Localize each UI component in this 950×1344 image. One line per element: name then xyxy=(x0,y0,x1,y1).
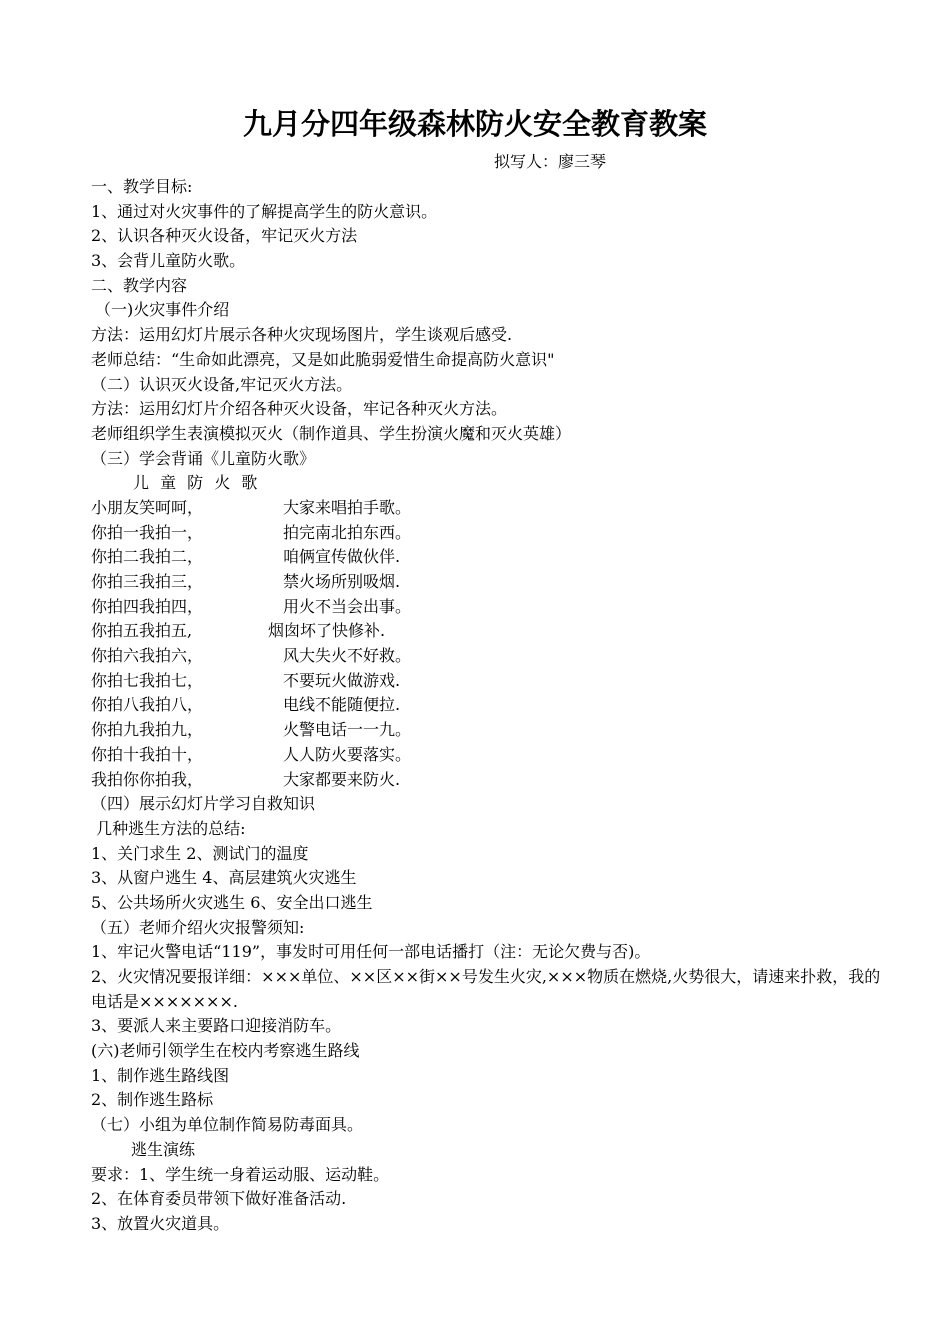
verse-first-half: 你拍七我拍七， xyxy=(91,670,204,690)
verse-first-half: 小朋友笑呵呵， xyxy=(91,497,204,517)
verse-second-half: 火警电话一一九。 xyxy=(283,720,412,740)
verse-first-half: 你拍五我拍五, xyxy=(91,621,193,641)
text-line: （五）老师介绍火灾报警须知: xyxy=(91,917,305,937)
text-line: 要求：1、学生统一身着运动服、运动鞋。 xyxy=(91,1164,390,1184)
song-verse xyxy=(91,669,881,694)
drill-title: 逃生演练 xyxy=(131,1139,196,1159)
text-line: 1、制作逃生路线图 xyxy=(91,1065,230,1085)
text-line: 老师总结：“生命如此漂亮，又是如此脆弱爱惜生命提高防火意识" xyxy=(91,349,555,369)
text-line: 2、认识各种灭火设备，牢记灭火方法 xyxy=(91,226,358,246)
text-line: （三）学会背诵《儿童防火歌》 xyxy=(91,448,316,468)
song-verse xyxy=(91,545,881,570)
text-line: (六)老师引领学生在校内考察逃生路线 xyxy=(91,1041,360,1061)
verse-first-half: 你拍一我拍一， xyxy=(91,522,204,542)
text-line: 5、公共场所火灾逃生 6、安全出口逃生 xyxy=(91,892,373,912)
song-verse xyxy=(91,619,881,644)
verse-second-half: 禁火场所别吸烟. xyxy=(283,572,401,591)
verse-second-half: 电线不能随便拉. xyxy=(283,695,401,715)
song-verse xyxy=(91,718,881,743)
verse-first-half: 我拍你你拍我， xyxy=(91,769,204,789)
verse-second-half: 烟囱坏了快修补. xyxy=(268,621,386,641)
verse-first-half: 你拍十我拍十， xyxy=(91,744,204,764)
song-verse xyxy=(91,743,881,768)
document-body xyxy=(91,175,881,1237)
song-verse xyxy=(91,693,881,718)
text-paragraph: 2、火灾情况要报详细：×××单位、××区××街××号发生火灾,×××物质在燃烧,火势很大，请速来扑救，我的电话是×××××××. xyxy=(91,967,881,1011)
song-title: 儿 童 防 火 歌 xyxy=(133,473,261,493)
verse-first-half: 你拍九我拍九， xyxy=(91,720,204,740)
song-verse xyxy=(91,644,881,669)
verse-second-half: 用火不当会出事。 xyxy=(283,596,412,616)
verse-first-half: 你拍八我拍八， xyxy=(91,695,204,715)
verse-second-half: 大家来唱拍手歌。 xyxy=(283,497,412,517)
verse-second-half: 风大失火不好救。 xyxy=(283,646,412,666)
text-line: （一)火灾事件介绍 xyxy=(95,300,230,320)
author-line: 拟写人：廖三琴 xyxy=(494,152,607,171)
verse-second-half: 拍完南北拍东西。 xyxy=(283,522,412,542)
song-verse xyxy=(91,496,881,521)
text-line: 1、关门求生 2、测试门的温度 xyxy=(91,843,309,863)
text-line: 3、从窗户逃生 4、高层建筑火灾逃生 xyxy=(91,868,357,888)
song-verse xyxy=(91,521,881,546)
text-line: 老师组织学生表演模拟灭火（制作道具、学生扮演火魔和灭火英雄） xyxy=(91,423,572,443)
document-title: 九月分四年级森林防火安全教育教案 xyxy=(242,107,707,141)
text-line: 3、要派人来主要路口迎接消防车。 xyxy=(91,1016,342,1036)
text-line: 3、会背儿童防火歌。 xyxy=(91,251,246,271)
song-verse xyxy=(91,595,881,620)
text-line: （二）认识灭火设备,牢记灭火方法。 xyxy=(91,374,353,394)
verse-first-half: 你拍三我拍三， xyxy=(91,572,204,591)
text-line: 一、教学目标: xyxy=(91,177,193,196)
verse-second-half: 不要玩火做游戏. xyxy=(283,670,401,690)
text-line: （七）小组为单位制作简易防毒面具。 xyxy=(91,1115,364,1135)
verse-second-half: 人人防火要落实。 xyxy=(283,744,412,764)
text-line: 3、放置火灾道具。 xyxy=(91,1213,230,1233)
text-line: 1、通过对火灾事件的了解提高学生的防火意识。 xyxy=(91,201,438,221)
verse-first-half: 你拍六我拍六， xyxy=(91,646,204,666)
text-line: 几种逃生方法的总结: xyxy=(91,818,246,838)
text-line: 1、牢记火警电话“119”，事发时可用任何一部电话播打（注：无论欠费与否)。 xyxy=(91,942,651,962)
verse-second-half: 大家都要来防火. xyxy=(283,769,401,789)
text-line: 2、制作逃生路标 xyxy=(91,1090,214,1110)
text-line: 2、在体育委员带领下做好准备活动. xyxy=(91,1189,347,1209)
verse-first-half: 你拍二我拍二， xyxy=(91,547,204,567)
text-line: 二、教学内容 xyxy=(91,275,188,295)
song-verse xyxy=(91,768,881,793)
verse-second-half: 咱俩宣传做伙伴. xyxy=(283,547,401,567)
text-line: 方法：运用幻灯片介绍各种灭火设备，牢记各种灭火方法。 xyxy=(91,399,508,419)
text-line: （四）展示幻灯片学习自救知识 xyxy=(91,794,316,814)
song-verse xyxy=(91,570,881,595)
verse-first-half: 你拍四我拍四， xyxy=(91,596,204,616)
text-line: 方法：运用幻灯片展示各种火灾现场图片，学生谈观后感受. xyxy=(91,325,513,345)
